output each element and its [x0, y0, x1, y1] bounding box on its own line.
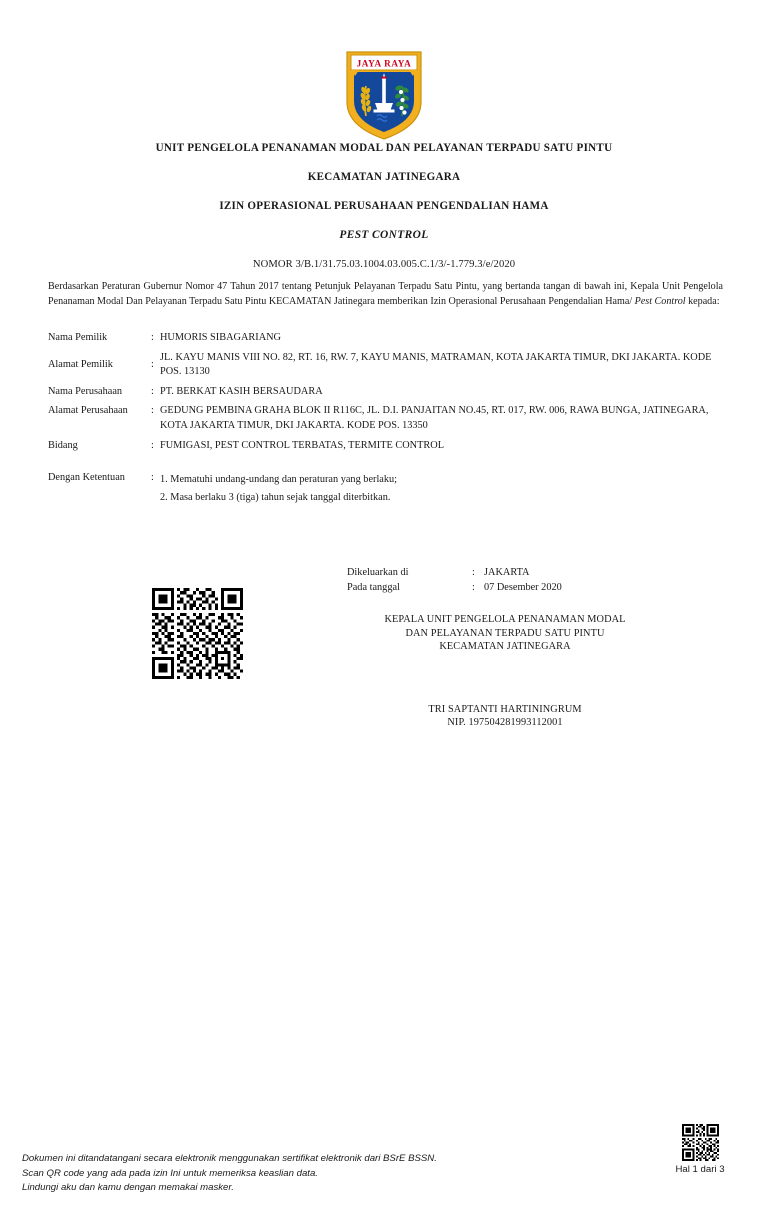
issue-date-row [347, 581, 562, 596]
issue-colon: : [472, 567, 475, 578]
signatory-name: TRI SAPTANTI HARTININGRUM [428, 704, 582, 715]
signatory-title-line1: KEPALA UNIT PENGELOLA PENANAMAN MODAL [384, 614, 626, 625]
field-colon: : [151, 472, 154, 484]
issue-place-value: JAKARTA [484, 567, 530, 578]
table-row [48, 331, 728, 351]
intro-paragraph [48, 279, 723, 310]
field-value-company-name: PT. BERKAT KASIH BERSAUDARA [160, 385, 323, 397]
header-line-institution: UNIT PENGELOLA PENANAMAN MODAL DAN PELAYANAN TERPADU SATU PINTU [155, 142, 613, 154]
footer-qr-code[interactable] [678, 1124, 723, 1161]
field-label-conditions: Dengan Ketentuan [48, 472, 125, 484]
field-colon: : [151, 332, 154, 343]
header-line-pest-control: PEST CONTROL [339, 229, 429, 242]
qr-code-icon [152, 588, 243, 679]
issue-date-label: Pada tanggal [347, 581, 400, 593]
emblem-banner-text: JAYA RAYA [356, 58, 412, 69]
field-colon: : [151, 439, 154, 451]
field-label: Bidang [48, 439, 78, 451]
jakarta-provincial-emblem-icon [341, 46, 427, 142]
condition-item: 2. Masa berlaku 3 (tiga) tahun sejak tanggal diterbitkan. [160, 491, 391, 503]
signatory-title-line2: DAN PELAYANAN TERPADU SATU PINTU [405, 627, 605, 639]
intro-text-part2: kepada: [685, 296, 720, 308]
signatory-nip: NIP. 197504281993112001 [447, 717, 563, 729]
header-line-permit-type: IZIN OPERASIONAL PERUSAHAAN PENGENDALIAN HAMA [219, 200, 549, 213]
field-colon: : [151, 385, 154, 397]
intro-text-part1: Berdasarkan Peraturan Gubernur Nomor 47 Tahun 2017 tentang Petunjuk Pelayanan Terpadu Satu Pintu, yang bertanda tangan di bawah ini, Kepala Unit Pengelola Penanaman Modal Dan Pelayanan Terpadu Satu Pintu KECAMATAN Jatinegara memberikan Izin Operasional Perusahaan Pengendalian Hama/ [48, 281, 723, 308]
field-label: Nama Perusahaan [48, 385, 123, 397]
table-row [48, 404, 728, 438]
footer-note-line1: Dokumen ini ditandatangani secara elektronik menggunakan sertifikat elektronik dari BSrE BSSN. [22, 1153, 437, 1164]
issue-place-row [347, 566, 562, 581]
field-value-business-sector: FUMIGASI, PEST CONTROL TERBATAS, TERMITE CONTROL [160, 439, 444, 451]
table-row [48, 439, 728, 459]
emblem-container [0, 46, 768, 142]
issue-details [347, 566, 562, 595]
header-line-district: KECAMATAN JATINEGARA [307, 171, 461, 184]
footer-disclaimer [22, 1152, 437, 1196]
condition-item: 1. Mematuhi undang-undang dan peraturan yang berlaku; [160, 474, 398, 486]
verification-qr-code[interactable] [152, 588, 243, 679]
table-row [48, 351, 728, 385]
field-label: Alamat Perusahaan [48, 405, 128, 417]
permit-details-table [48, 331, 728, 511]
issue-date-value: 07 Desember 2020 [484, 581, 562, 593]
issue-place-label: Dikeluarkan di [347, 567, 409, 578]
signatory-name-block [345, 703, 665, 730]
field-value-owner-name: HUMORIS SIBAGARIANG [160, 332, 281, 343]
field-colon: : [151, 405, 154, 417]
spacer-row [48, 458, 728, 471]
field-colon: : [151, 358, 154, 370]
signatory-title-block [345, 613, 665, 654]
table-row [48, 385, 728, 405]
page-number: Hal 1 dari 3 [675, 1164, 725, 1175]
intro-text-italic: Pest Control [634, 296, 686, 308]
field-value-conditions [160, 471, 728, 511]
field-value-company-address: GEDUNG PEMBINA GRAHA BLOK II R116C, JL. D.I. PANJAITAN NO.45, RT. 017, RW. 006, RAWA BUNGA, JATINEGARA, KOTA JAKARTA TIMUR, DKI JAKARTA. KODE POS. 13350 [160, 405, 709, 431]
issue-colon: : [472, 581, 475, 593]
signatory-title-line3: KECAMATAN JATINEGARA [439, 641, 571, 652]
field-value-owner-address: JL. KAYU MANIS VIII NO. 82, RT. 16, RW. 7, KAYU MANIS, MATRAMAN, KOTA JAKARTA TIMUR, DKI JAKARTA. KODE POS. 13130 [160, 351, 712, 378]
document-header [0, 143, 768, 271]
field-label: Nama Pemilik [48, 332, 108, 343]
table-row [48, 471, 728, 511]
header-document-number: NOMOR 3/B.1/31.75.03.1004.03.005.C.1/3/-1.779.3/e/2020 [252, 259, 516, 271]
footer-note-line3: Lindungi aku dan kamu dengan memakai masker. [22, 1182, 234, 1194]
footer-note-line2: Scan QR code yang ada pada izin Ini untuk memeriksa keaslian data. [22, 1167, 318, 1179]
field-label: Alamat Pemilik [48, 358, 113, 370]
qr-code-icon [678, 1124, 723, 1161]
